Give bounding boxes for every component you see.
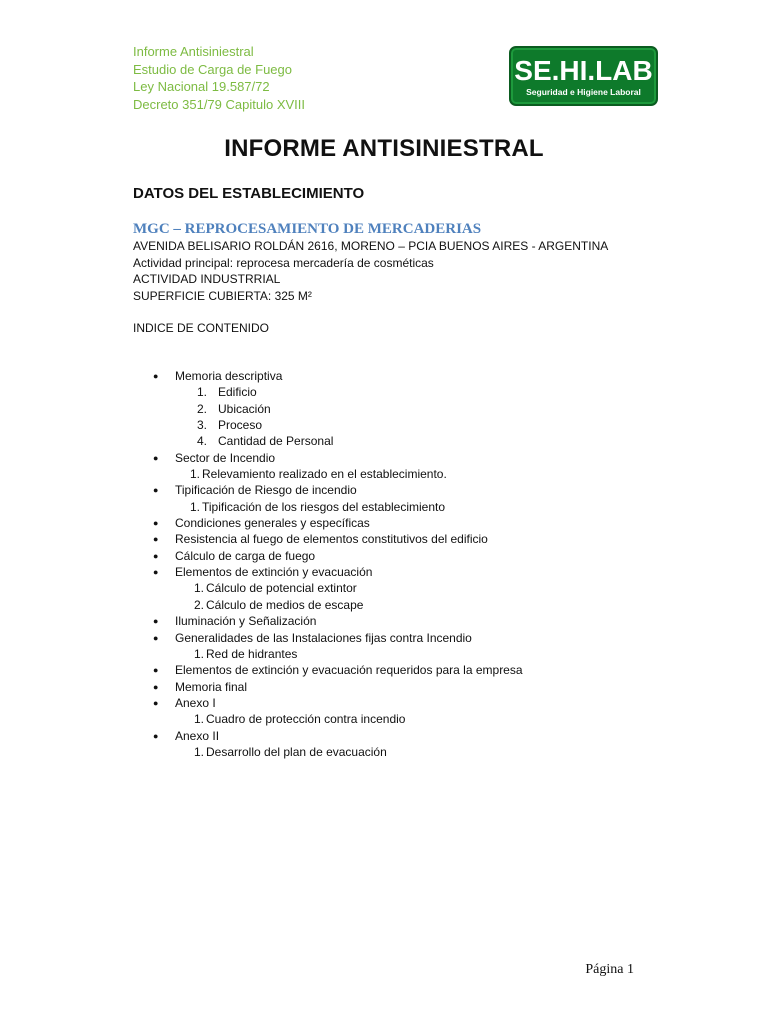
toc-item [0,679,768,695]
toc-subitem-label: Ubicación [218,401,271,416]
toc-subitem-number: 3. [196,418,207,433]
toc-subitem-label: Cálculo de medios de escape [206,597,364,612]
toc-item [0,564,768,580]
toc-item-label: Sector de Incendio [175,450,276,465]
toc-subitem-label: Desarrollo del plan de evacuación [206,744,387,759]
toc-item-label: Tipificación de Riesgo de incendio [175,483,357,498]
header-line-law: Ley Nacional 19.587/72 [133,79,270,94]
company-logo [509,46,658,106]
logo-tagline: Seguridad e Higiene Laboral [526,86,641,97]
section-heading: DATOS DEL ESTABLECIMIENTO [133,185,365,202]
toc-subitem-label: Cuadro de protección contra incendio [206,712,406,727]
toc-item [0,482,768,498]
surface-line: SUPERFICIE CUBIERTA: 325 M² [133,288,312,303]
header-line-study: Estudio de Carga de Fuego [133,61,292,77]
bullet-icon: ● [153,567,159,578]
toc-item-label: Elementos de extinción y evacuación requeridos para la empresa [175,663,523,678]
toc-subitem-label: Tipificación de los riesgos del establecimiento [202,499,446,514]
toc-item-label: Memoria final [175,679,248,694]
bullet-icon: ● [153,485,159,496]
toc-subitem-number: 1. [189,499,200,514]
toc-item-label: Resistencia al fuego de elementos constitutivos del edificio [175,532,488,547]
toc-item [0,630,768,646]
toc-item-label: Cálculo de carga de fuego [175,548,316,563]
document-title: INFORME ANTISINIESTRAL [224,135,544,162]
toc-item-label: Memoria descriptiva [175,369,283,383]
toc-subitem-number: 1. [196,385,207,400]
header-line-report-type: Informe Antisiniestral [133,44,254,59]
toc-subitem-label: Cálculo de potencial extintor [206,581,357,596]
toc-subitem [0,417,768,433]
toc-subitem [0,646,768,662]
document-header [133,43,305,113]
establishment-details [133,238,608,304]
toc-subitem-number: 1. [193,712,204,727]
company-name: MGC – REPROCESAMIENTO DE MERCADERIAS [133,221,482,237]
toc-subitem [0,499,768,515]
toc-subitem-number: 1. [193,744,204,759]
toc-item [0,548,768,564]
toc-subitem-label: Proceso [218,418,263,433]
toc-subitem [0,401,768,417]
toc-subitem-label: Relevamiento realizado en el establecimiento. [202,467,447,482]
bullet-icon: ● [153,697,159,708]
table-of-contents [0,368,768,760]
page-number: Página 1 [585,962,634,977]
toc-item-label: Anexo I [175,695,216,710]
toc-subitem-number: 1. [189,467,200,482]
address-line: AVENIDA BELISARIO ROLDÁN 2616, MORENO – PCIA BUENOS AIRES - ARGENTINA [133,239,609,253]
toc-subitem-number: 1. [193,581,204,596]
toc-item [0,368,768,384]
toc-subitem [0,711,768,727]
toc-subitem-number: 2. [193,597,204,612]
toc-item [0,662,768,678]
toc-subitem [0,597,768,613]
toc-subitem [0,466,768,482]
toc-item [0,531,768,547]
toc-subitem-label: Cantidad de Personal [218,434,334,449]
toc-item [0,515,768,531]
toc-subitem-label: Red de hidrantes [206,646,298,661]
toc-subitem-label: Edificio [218,385,257,400]
toc-subitem-number: 4. [196,434,207,449]
bullet-icon: ● [153,730,159,741]
bullet-icon: ● [153,616,159,627]
bullet-icon: ● [153,632,159,643]
bullet-icon: ● [153,665,159,676]
bullet-icon: ● [153,534,159,545]
toc-item-label: Iluminación y Señalización [175,614,317,629]
bullet-icon: ● [153,371,159,381]
main-activity-line: Actividad principal: reprocesa mercadería de cosméticas [133,255,434,270]
toc-subitem [0,384,768,400]
bullet-icon: ● [153,518,159,529]
toc-subitem [0,744,768,760]
bullet-icon: ● [153,550,159,561]
logo-wordmark: SE.HI.LAB [514,54,653,86]
toc-item [0,695,768,711]
toc-item-label: Condiciones generales y específicas [175,516,370,531]
toc-item [0,613,768,629]
bullet-icon: ● [153,681,159,692]
toc-item-label: Generalidades de las Instalaciones fijas contra Incendio [175,630,472,645]
bullet-icon: ● [153,452,159,463]
toc-subitem-number: 1. [193,646,204,661]
header-line-decree: Decreto 351/79 Capitulo XVIII [133,96,305,112]
toc-subitem [0,433,768,449]
toc-subitem-number: 2. [196,401,207,416]
toc-item-label: Anexo II [175,728,220,743]
toc-item [0,728,768,744]
toc-subitem [0,580,768,596]
index-heading: INDICE DE CONTENIDO [133,321,270,335]
toc-item-label: Elementos de extinción y evacuación [175,565,373,580]
toc-item [0,450,768,466]
activity-type-line: ACTIVIDAD INDUSTRRIAL [133,272,281,286]
